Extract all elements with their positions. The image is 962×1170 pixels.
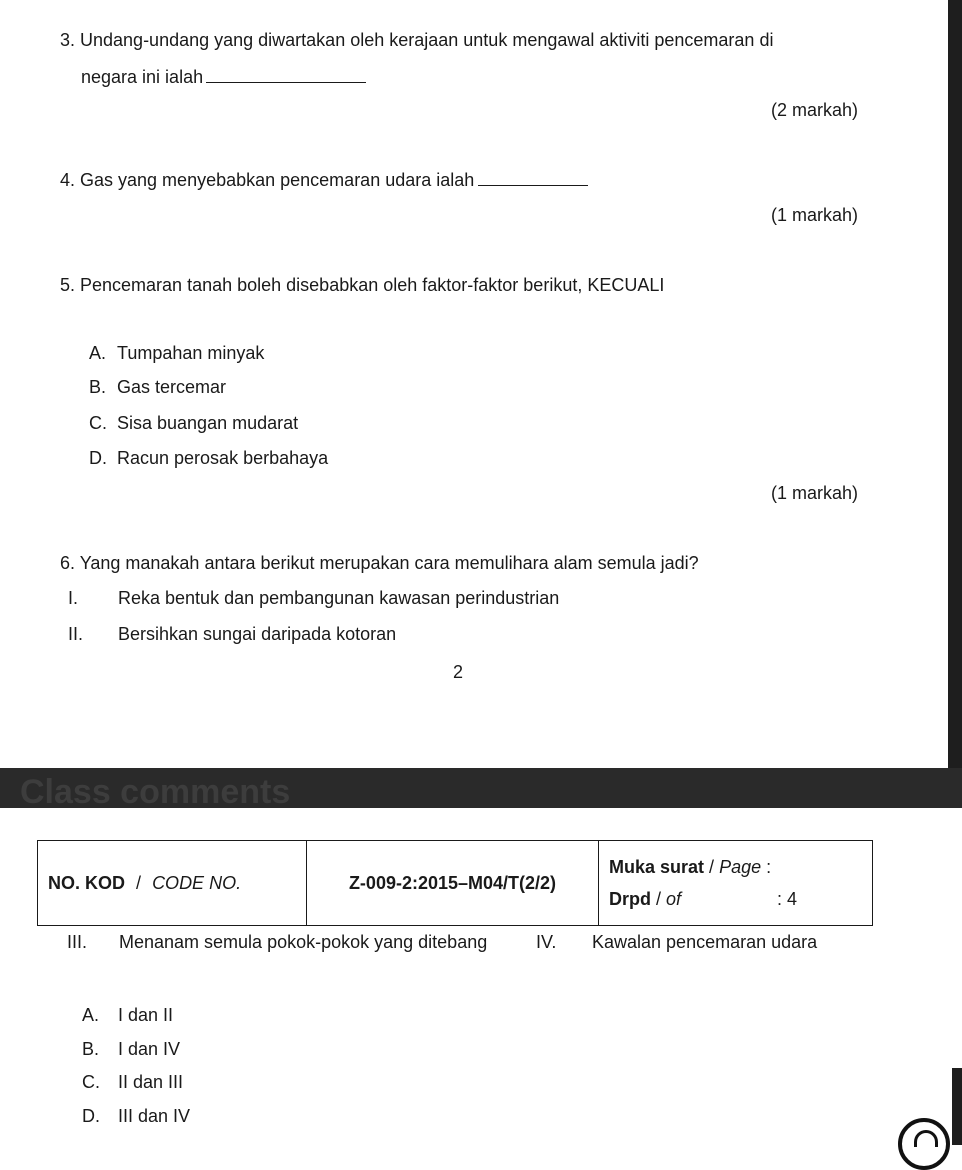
q5-option-b: [89, 376, 227, 398]
q5-text: 5. Pencemaran tanah boleh disebabkan oleh faktor-faktor berikut, KECUALI: [60, 275, 665, 295]
q4-answer-blank: [478, 171, 588, 186]
page-label-row: [609, 851, 871, 883]
page-separator: /: [709, 857, 715, 877]
q5-option-c: [89, 412, 299, 434]
q3-line2-text: negara ini ialah: [81, 67, 204, 87]
statement-num: I.: [68, 588, 79, 608]
code-table: [37, 840, 873, 926]
q3-line1: 3. Undang-undang yang diwartakan oleh kerajaan untuk mengawal aktiviti pencemaran di: [60, 30, 774, 50]
option-letter: A.: [89, 343, 107, 363]
statement-text: Menanam semula pokok-pokok yang ditebang: [119, 932, 488, 952]
statement-text: Reka bentuk dan pembangunan kawasan perindustrian: [118, 588, 560, 608]
kod-label-cell: [38, 841, 307, 926]
total-pages: : 4: [777, 889, 798, 909]
statement-text: Kawalan pencemaran udara: [592, 932, 818, 952]
drpd-row: [609, 883, 871, 915]
scroll-edge: [948, 0, 962, 768]
statement-num: III.: [67, 932, 88, 952]
option-text: Racun perosak berbahaya: [117, 448, 329, 468]
option-letter: D.: [82, 1106, 100, 1126]
q5-marks: (1 markah): [771, 483, 859, 503]
option-text: Gas tercemar: [117, 377, 227, 397]
class-comments-label: Class comments: [20, 773, 291, 808]
q5-option-d: [89, 447, 329, 469]
q6-option-c: [82, 1071, 184, 1093]
option-letter: A.: [82, 1005, 100, 1025]
page-label: Muka surat: [609, 857, 705, 877]
q6-statement-1: [68, 587, 560, 609]
help-icon[interactable]: [898, 1118, 950, 1170]
q6-option-b: [82, 1038, 181, 1060]
drpd-label-en: of: [666, 889, 682, 909]
option-letter: D.: [89, 448, 107, 468]
q6-option-d: [82, 1105, 191, 1127]
q3-answer-blank: [206, 68, 366, 83]
option-letter: C.: [82, 1072, 100, 1092]
q4-text: 4. Gas yang menyebabkan pencemaran udara ialah: [60, 170, 475, 190]
drpd-label: Drpd: [609, 889, 651, 909]
option-text: Tumpahan minyak: [117, 343, 265, 363]
statement-num: IV.: [536, 932, 557, 952]
scroll-edge-bottom: [952, 1068, 962, 1145]
page-colon: :: [766, 857, 772, 877]
kod-label: NO. KOD: [48, 872, 126, 893]
q6-statement-3: [67, 931, 488, 953]
option-text: I dan IV: [118, 1039, 181, 1059]
option-text: II dan III: [118, 1072, 184, 1092]
q4-text-line: [60, 169, 588, 191]
statement-num: II.: [68, 624, 84, 644]
class-comments-bar[interactable]: [0, 768, 962, 808]
kod-separator: /: [136, 872, 142, 893]
q6-statement-2: [68, 623, 397, 645]
drpd-separator: /: [656, 889, 662, 909]
option-text: III dan IV: [118, 1106, 191, 1126]
q6-statement-4: [536, 931, 818, 953]
q6-option-a: [82, 1004, 174, 1026]
option-text: Sisa buangan mudarat: [117, 413, 299, 433]
code-value: Z-009-2:2015–M04/T(2/2): [307, 841, 599, 926]
page-label-en: Page: [719, 857, 762, 877]
q3-marks: (2 markah): [771, 100, 859, 120]
q6-text: 6. Yang manakah antara berikut merupakan cara memulihara alam semula jadi?: [60, 553, 699, 573]
option-text: I dan II: [118, 1005, 174, 1025]
option-letter: B.: [89, 377, 107, 397]
q3-line2: [81, 66, 366, 88]
q4-marks: (1 markah): [771, 205, 859, 225]
q5-option-a: [89, 342, 265, 364]
option-letter: B.: [82, 1039, 100, 1059]
page-info-cell: [599, 841, 873, 926]
option-letter: C.: [89, 413, 107, 433]
statement-text: Bersihkan sungai daripada kotoran: [118, 624, 397, 644]
page-number: 2: [453, 662, 464, 682]
code-label-en: CODE NO.: [152, 872, 242, 893]
